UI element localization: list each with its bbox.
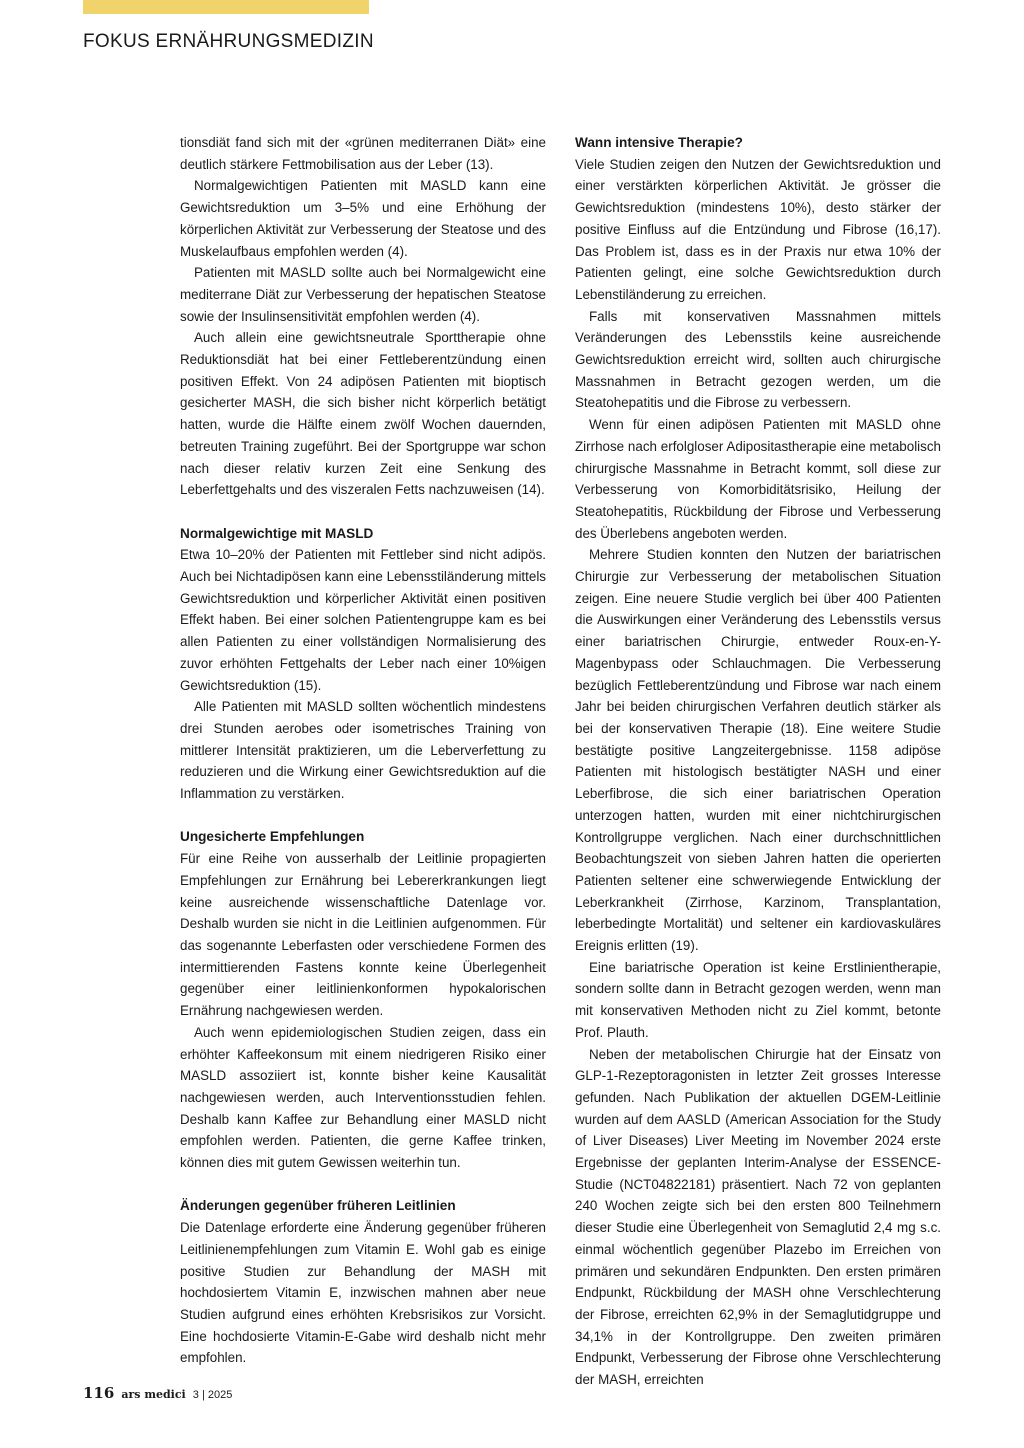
paragraph: Patienten mit MASLD sollte auch bei Normalgewicht eine mediterrane Diät zur Verbesserung der hepatischen Steatose sowie der Insulinsensitivität empfohlen werden (4). (180, 265, 546, 324)
paragraph: Viele Studien zeigen den Nutzen der Gewichtsreduktion und einer verstärkten körperlichen Aktivität. Je grösser die Gewichtsreduktion (mindestens 10%), desto stärker der positive Einfluss auf die Entzündung und Fibrose (16,17). Das Problem ist, dass es in der Praxis nur etwa 10% der Patienten gelingt, eine solche Gewichtsreduktion durch Lebenstiländerung zu erreichen. (575, 156, 941, 302)
subheading-ungesicherte-empfehlungen: Ungesicherte Empfehlungen (180, 829, 365, 845)
header-accent-bar (83, 0, 369, 14)
subheading-wann-intensive-therapie: Wann intensive Therapie? (575, 135, 743, 150)
paragraph: Für eine Reihe von ausserhalb der Leitlinie propagierten Empfehlungen zur Ernährung bei Lebererkrankungen liegt keine ausreichende wissenschaftliche Datenlage vor. Deshalb wurden sie nicht in die Leitlinien aufgenommen. Für das sogenannte Leberfasten oder verschiedene Formen des intermittierenden Fastens konnte keine Überlegenheit gegenüber einer leitlinienkonformen hypokalorischen Ernährung nachgewiesen werden. (180, 851, 546, 1019)
journal-name: ars medici (121, 1388, 186, 1401)
paragraph: Wenn für einen adipösen Patienten mit MASLD ohne Zirrhose nach erfolgloser Adipositastherapie eine metabolisch chirurgische Massnahme in Betracht kommt, soll diese zur Verbesserung von Komorbiditätsrisiko, Heilung der Steatohepatitis, Rückbildung der Fibrose und Verbesserung des Überlebens angeboten werden. (575, 417, 941, 541)
paragraph: Falls mit konservativen Massnahmen mittels Veränderungen des Lebensstils keine ausreichende Gewichtsreduktion erreicht wird, sollten auch chirurgische Massnahmen in Betracht gezogen werden, um die Steatohepatitis und die Fibrose zu verbessern. (575, 308, 941, 411)
paragraph: Eine bariatrische Operation ist keine Erstlinientherapie, sondern sollte dann in Betracht gezogen werden, wenn man mit konservativen Methoden nicht zu Ziel kommt, betonte Prof. Plauth. (575, 959, 941, 1040)
paragraph: Auch wenn epidemiologischen Studien zeigen, dass ein erhöhter Kaffeekonsum mit einem niedrigeren Risiko einer MASLD assoziiert ist, konnte bisher keine Kausalität nachgewiesen werden, auch Interventionsstudien fehlen. Deshalb kann Kaffee zur Behandlung einer MASLD nicht empfohlen werden. Patienten, die gerne Kaffee trinken, können dies mit gutem Gewissen weiterhin tun. (180, 1024, 546, 1171)
paragraph: tionsdiät fand sich mit der «grünen mediterranen Diät» eine deutlich stärkere Fettmobilisation aus der Leber (13). (180, 135, 546, 172)
page-footer (83, 1384, 232, 1402)
paragraph: Alle Patienten mit MASLD sollten wöchentlich mindestens drei Stunden aerobes oder isometrisches Training von mittlerer Intensität praktizieren, um die Leberverfettung zu reduzieren und die Wirkung einer Gewichtsreduktion auf die Inflammation zu verstärken. (180, 699, 546, 802)
page-number: 116 (83, 1384, 115, 1402)
issue-info: 3 | 2025 (192, 1389, 233, 1401)
subheading-normalgewichtige: Normalgewichtige mit MASLD (180, 525, 374, 541)
left-column (180, 132, 546, 1369)
paragraph: Die Datenlage erforderte eine Änderung gegenüber früheren Leitlinienempfehlungen zum Vitamin E. Wohl gab es einige positive Studien zur Behandlung der MASH mit hochdosiertem Vitamin E, inzwischen mahnen aber neue Studien aufgrund eines erhöhten Krebsrisikos zur Vorsicht. Eine hochdosierte Vitamin-E-Gabe wird deshalb nicht mehr empfohlen. (180, 1220, 546, 1366)
subheading-aenderungen: Änderungen gegenüber früheren Leitlinien (180, 1198, 456, 1214)
paragraph: Neben der metabolischen Chirurgie hat der Einsatz von GLP-1-Rezeptoragonisten in letzter Zeit grosses Interesse gefunden. Nach Publikation der aktuellen DGEM-Leitlinie wurden auf dem AASLD (American Association for the Study of Liver Diseases) Liver Meeting im November 2024 erste Ergebnisse der geplanten Interim-Analyse der ESSENCE-Studie (NCT04822181) präsentiert. Nach 72 von geplanten 240 Wochen zeigte sich bei den ersten 800 Teilnehmern dieser Studie eine Überlegenheit von Semaglutid 2,4 mg s.c. einmal wöchentlich gegenüber Plazebo im Erreichen von primären und sekundären Endpunkten. Den ersten primären Endpunkt, Rückbildung der MASH ohne Verschlechterung der Fibrose, erreichten 62,9% in der Semaglutidgruppe und 34,1% in der Kontrollgruppe. Den zweiten primären Endpunkt, Verbesserung der Fibrose ohne Verschlechterung der MASH, erreichten (575, 1046, 941, 1388)
paragraph: Etwa 10–20% der Patienten mit Fettleber sind nicht adipös. Auch bei Nichtadipösen kann eine Lebensstiländerung mittels Gewichtsreduktion und körperlicher Aktivität einen positiven Effekt haben. Bei einer solchen Patientengruppe kam es bei allen Patienten zu einer vollständigen Normalisierung des zuvor erhöhten Fettgehalts der Leber nach einer 10%igen Gewichtsreduktion (15). (180, 547, 546, 693)
paragraph: Auch allein eine gewichtsneutrale Sporttherapie ohne Reduktionsdiät hat bei einer Fettleberentzündung einen positiven Effekt. Von 24 adipösen Patienten mit bioptisch gesicherter MASH, die sich bisher nicht körperlich betätigt hatten, wurde die Hälfte einem zwölf Wochen dauernden, betreuten Training zugeführt. Bei der Sportgruppe war schon nach dieser relativ kurzen Zeit eine Senkung des Leberfettgehalts und des viszeralen Fetts nachzuweisen (14). (180, 330, 546, 498)
paragraph: Normalgewichtigen Patienten mit MASLD kann eine Gewichtsreduktion um 3–5% und eine Erhöhung der körperlichen Aktivität zur Verbesserung der Steatose und des Muskelaufbaus empfohlen werden (4). (180, 178, 546, 259)
right-column (575, 132, 941, 1391)
paragraph: Mehrere Studien konnten den Nutzen der bariatrischen Chirurgie zur Verbesserung der metabolischen Situation zeigen. Eine neuere Studie verglich bei über 400 Patienten die Auswirkungen einer Veränderung des Lebensstils versus einer bariatrischen Chirurgie, entweder Roux-en-Y-Magenbypass oder Schlauchmagen. Die Verbesserung bezüglich Fettleberentzündung und Fibrose war nach einem Jahr bei beiden chirurgischen Verfahren deutlich stärker als bei der konservativen Therapie (18). Eine weitere Studie bestätigte positive Langzeitergebnisse. 1158 adipöse Patienten mit histologisch bestätigter NASH und einer Leberfibrose, die sich einer bariatrischen Operation unterzogen hatten, wurden mit einer nichtchirurgischen Kontrollgruppe verglichen. Nach einer durchschnittlichen Beobachtungszeit von sieben Jahren hatten die operierten Patienten seltener eine schwerwiegende Entwicklung der Leberkrankheit (Zirrhose, Karzinom, Transplantation, leberbedingte Mortalität) und seltener ein kardiovaskuläres Ereignis erlitten (19). (575, 547, 941, 954)
section-header: FOKUS ERNÄHRUNGSMEDIZIN (83, 31, 374, 52)
